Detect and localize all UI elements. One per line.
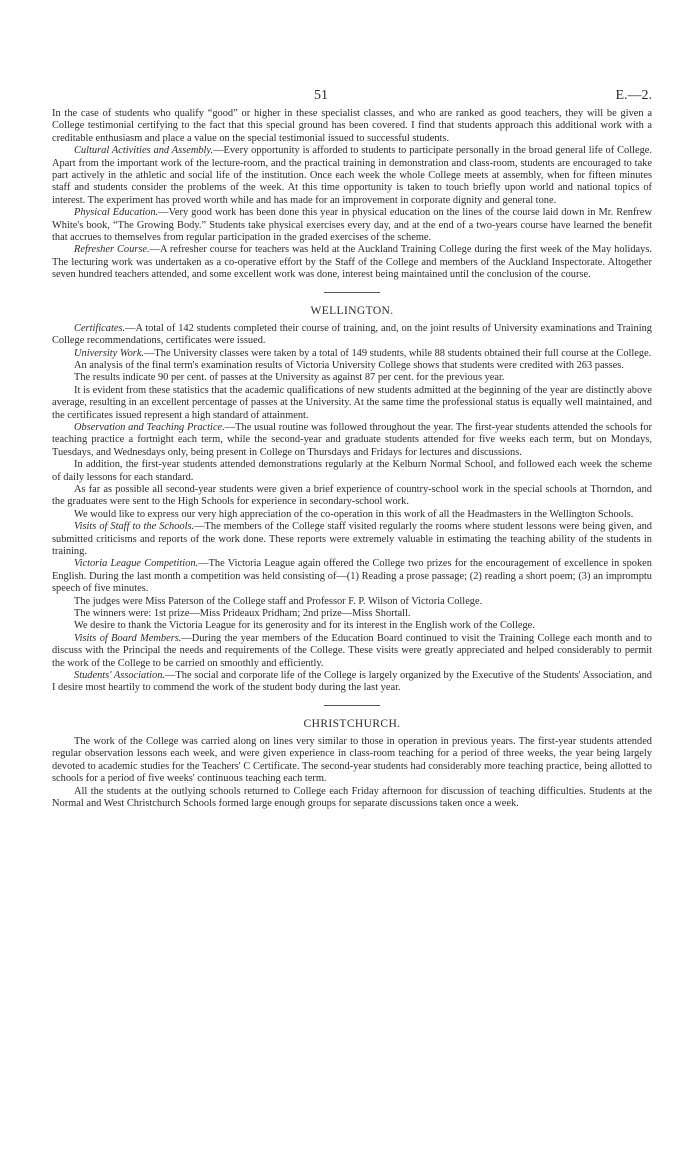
intro-paragraph: In the case of students who qualify “good” or higher in these specialist classes, and who are ranked as good teachers, they will be given a College testimonial certifying to the fact that this special ground has been covered. I find that students approach this additional work with a creditable enthusiasm and place a value on the special testimonial issued to successful students. — [52, 108, 652, 144]
body-paragraph — [52, 736, 652, 786]
paragraph-lead: Physical Education. — [74, 207, 159, 219]
paragraph-text: —The University classes were taken by a total of 149 students, while 88 students obtained their full course at the College. — [144, 347, 652, 359]
paragraph-text: The judges were Miss Paterson of the College staff and Professor F. P. Wilson of Victoria College. — [74, 595, 483, 607]
body-paragraph — [52, 558, 652, 595]
paragraph-lead: Observation and Teaching Practice. — [74, 421, 225, 433]
paragraph-text: All the students at the outlying schools returned to College each Friday afternoon for discussion of teaching difficulties. Students at the Normal and West Christchurch Schools formed large enough groups for separate discussions taken once a week. — [52, 785, 652, 809]
body-paragraph — [52, 323, 652, 348]
paragraph-text: It is evident from these statistics that the academic qualifications of new students admitted at the beginning of the year are distinctly above average, resulting in an excellent percentage of passes at the University. At the same time the professional status is equally well maintained, and the certificates issued represent a high standard of attainment. — [52, 384, 652, 421]
paragraph-text: As far as possible all second-year students were given a brief experience of country-school work in the special schools at Thorndon, and the graduates were sent to the High Schools for experience in secondary-school work. — [52, 483, 652, 508]
paragraph-text: An analysis of the final term's examination results of Victoria University College shows that students were credited with 263 passes. — [74, 359, 624, 371]
paragraph-text: —A refresher course for teachers was held at the Auckland Training College during the first week of the May holidays. The lecturing work was undertaken as a co-operative effort by the Staff of the College and members of the Auckland Inspectorate. Altogether seven hundred teachers attended, and some excellent work was done, interest being maintained until the conclusion of the course. — [52, 244, 652, 281]
wellington-heading: WELLINGTON. — [310, 304, 394, 317]
report-reference: E.—2. — [615, 88, 652, 103]
paragraph-text: —During the year members of the Education Board continued to visit the Training College each month and to discuss with the Principal the needs and requirements of the College. These visits were greatly appreciated and helped considerably to permit the work of the College to be carried on smoothly and efficiently. — [52, 632, 652, 669]
paragraph-text: —Every opportunity is afforded to students to participate personally in the broad general life of College. Apart from the important work of the lecture-room, and the practical training in demonstration and class-room, students are encouraged to take part actively in the athletic and social life of the institution. Once each week the whole College meets at assembly, when for fifteen minutes staff and students consider the problems of the week. At this time opportunity is taken to touch briefly upon world and national topics of interest. The experiment has proved worth while and has made for an improvement in corporate dignity and general tone. — [52, 145, 652, 206]
body-paragraph — [52, 509, 652, 521]
auckland-section — [52, 145, 652, 281]
body-paragraph — [52, 620, 652, 632]
paragraph-text: —The members of the College staff visited regularly the rooms where student lessons were being given, and submitted criticisms and reports of the work done. These reports were extremely valuable in estimating the teaching ability of the students in training. — [52, 521, 652, 557]
body-paragraph — [52, 145, 652, 207]
body-paragraph — [52, 372, 652, 384]
body-paragraph — [52, 360, 652, 372]
body-paragraph — [52, 596, 652, 608]
paragraph-lead: Certificates. — [74, 322, 126, 334]
paragraph-text: In addition, the first-year students attended demonstrations regularly at the Kelburn Normal School, and followed each week the scheme of daily lessons for each standard. — [52, 459, 652, 483]
paragraph-lead: Victoria League Competition. — [74, 558, 199, 570]
document-page — [52, 0, 652, 810]
body-paragraph — [52, 786, 652, 811]
body-paragraph — [52, 484, 652, 509]
paragraph-text: —Very good work has been done this year in physical education on the lines of the course laid down in Mr. Renfrew White's book, “The Growing Body.” Students take physical exercises every day, and at the end of a two-years course have learned the benefit that accrues to themselves from regular participation in the graded exercises of the scheme. — [52, 207, 652, 244]
body-paragraph — [52, 385, 652, 422]
paragraph-text: We would like to express our very high appreciation of the co-operation in this work of all the Headmasters in the Wellington Schools. — [74, 508, 634, 520]
body-paragraph — [52, 348, 652, 360]
paragraph-text: We desire to thank the Victoria League for its generosity and for its interest in the English work of the College. — [74, 620, 535, 632]
paragraph-text: The work of the College was carried along on lines very similar to those in operation in previous years. The first-year students attended regular observation lessons each week, and were given experience in class-room teaching for a period of three weeks, the year being largely devoted to academic studies for the Teachers' C Certificate. The second-year students had considerably more teaching practice, being allotted to schools for a period of five weeks' continuous teaching each term. — [52, 735, 652, 785]
christchurch-section — [52, 736, 652, 810]
body-paragraph — [52, 207, 652, 244]
paragraph-lead: Visits of Staff to the Schools. — [74, 521, 195, 533]
page-number: 51 — [314, 88, 328, 103]
paragraph-text: —The social and corporate life of the College is largely organized by the Executive of the Students' Association, and I desire most heartily to commend the work of the student body during the last year. — [52, 670, 652, 694]
section-divider — [324, 292, 380, 293]
paragraph-lead: Cultural Activities and Assembly. — [74, 145, 214, 157]
paragraph-lead: Refresher Course. — [74, 244, 150, 256]
paragraph-text: —The Victoria League again offered the College two prizes for the encouragement of excellence in spoken English. During the last month a competition was held consisting of—(1) Reading a prose passage; (2) reading a short poem; (3) an impromptu speech of five minutes. — [52, 558, 652, 595]
paragraph-text: —The usual routine was followed throughout the year. The first-year students attended the schools for teaching practice a fortnight each term, while the second-year and graduate students attended for five weeks each term, but on Mondays, Tuesdays, and Wednesdays only, being present in College on Thursdays and Fridays for lectures and discussions. — [52, 421, 652, 458]
body-paragraph — [52, 633, 652, 670]
paragraph-text: The winners were: 1st prize—Miss Prideaux Pridham; 2nd prize—Miss Shortall. — [74, 608, 411, 620]
page-header — [52, 0, 652, 108]
paragraph-lead: Students' Association. — [74, 670, 166, 682]
paragraph-lead: University Work. — [74, 347, 145, 359]
body-paragraph — [52, 244, 652, 281]
body-paragraph — [52, 608, 652, 620]
body-paragraph — [52, 670, 652, 695]
christchurch-heading: CHRISTCHURCH. — [303, 717, 401, 730]
body-paragraph — [52, 521, 652, 558]
body-paragraph — [52, 422, 652, 459]
body-paragraph — [52, 459, 652, 484]
paragraph-lead: Visits of Board Members. — [74, 632, 182, 644]
wellington-section — [52, 323, 652, 695]
section-divider — [324, 705, 380, 706]
paragraph-text: —A total of 142 students completed their course of training, and, on the joint results of University examinations and Training College recommendations, certificates were issued. — [52, 322, 652, 347]
paragraph-text: The results indicate 90 per cent. of passes at the University as against 87 per cent. for the previous year. — [74, 372, 505, 384]
